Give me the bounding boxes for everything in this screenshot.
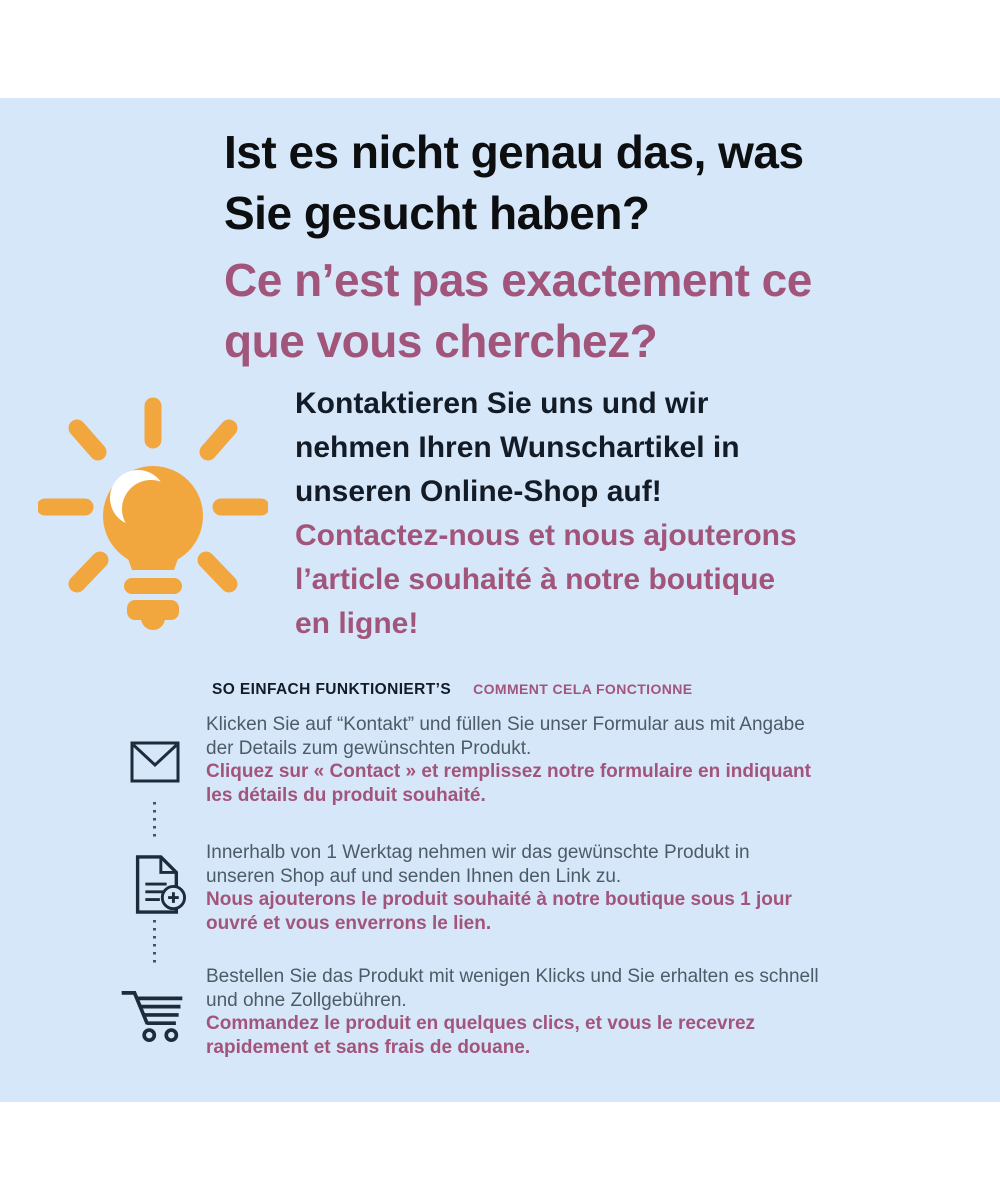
step-french-line: Nous ajouterons le produit souhaité à notre boutique sous 1 jour [206, 889, 792, 910]
step-german-line: Klicken Sie auf “Kontakt” und füllen Sie unser Formular aus mit Angabe [206, 714, 805, 735]
step-french-line: Commandez le produit en quelques clics, et vous le recevrez [206, 1013, 756, 1034]
lightbulb-icon [38, 396, 268, 641]
cta-text-block [295, 382, 797, 646]
step-french-line: ouvré et vous enverrons le lien. [206, 912, 492, 934]
headline-french [224, 250, 812, 372]
document-add-icon [126, 854, 186, 921]
step-german-line: unseren Shop auf und senden Ihnen den Link zu. [206, 865, 622, 887]
how-it-works-heading [212, 681, 693, 699]
cta-german-line: nehmen Ihren Wunschartikel in [295, 431, 740, 464]
headline-french-line: Ce n’est pas exactement ce [224, 254, 812, 306]
how-it-works-heading-french: COMMENT CELA FONCTIONNE [473, 681, 693, 697]
step-3-text [206, 965, 819, 1059]
step-1-text [206, 713, 811, 807]
step-2-text [206, 841, 792, 935]
step-german-line: der Details zum gewünschten Produkt. [206, 737, 532, 759]
dotted-connector [153, 802, 156, 840]
step-german-line: und ohne Zollgebühren. [206, 989, 407, 1011]
step-german-line: Bestellen Sie das Produkt mit wenigen Klicks und Sie erhalten es schnell [206, 966, 819, 987]
how-it-works-heading-german: SO EINFACH FUNKTIONIERT’S [212, 681, 452, 698]
cta-french-line: l’article souhaité à notre boutique [295, 563, 776, 596]
cta-french-line: Contactez-nous et nous ajouterons [295, 519, 797, 552]
headline-german [224, 122, 804, 244]
step-french-line: Cliquez sur « Contact » et remplissez notre formulaire en indiquant [206, 761, 811, 782]
dotted-connector [153, 920, 156, 964]
step-french-line: les détails du produit souhaité. [206, 784, 486, 806]
shopping-cart-icon [118, 985, 186, 1048]
headline-french-line: que vous cherchez? [224, 315, 658, 367]
envelope-icon [130, 741, 180, 788]
cta-german-line: Kontaktieren Sie uns und wir [295, 387, 709, 420]
step-french-line: rapidement et sans frais de douane. [206, 1036, 531, 1058]
cta-french-line: en ligne! [295, 607, 419, 640]
headline-german-line: Sie gesucht haben? [224, 187, 650, 239]
cta-german-line: unseren Online-Shop auf! [295, 475, 662, 508]
step-german-line: Innerhalb von 1 Werktag nehmen wir das gewünschte Produkt in [206, 842, 750, 863]
headline-german-line: Ist es nicht genau das, was [224, 126, 804, 178]
